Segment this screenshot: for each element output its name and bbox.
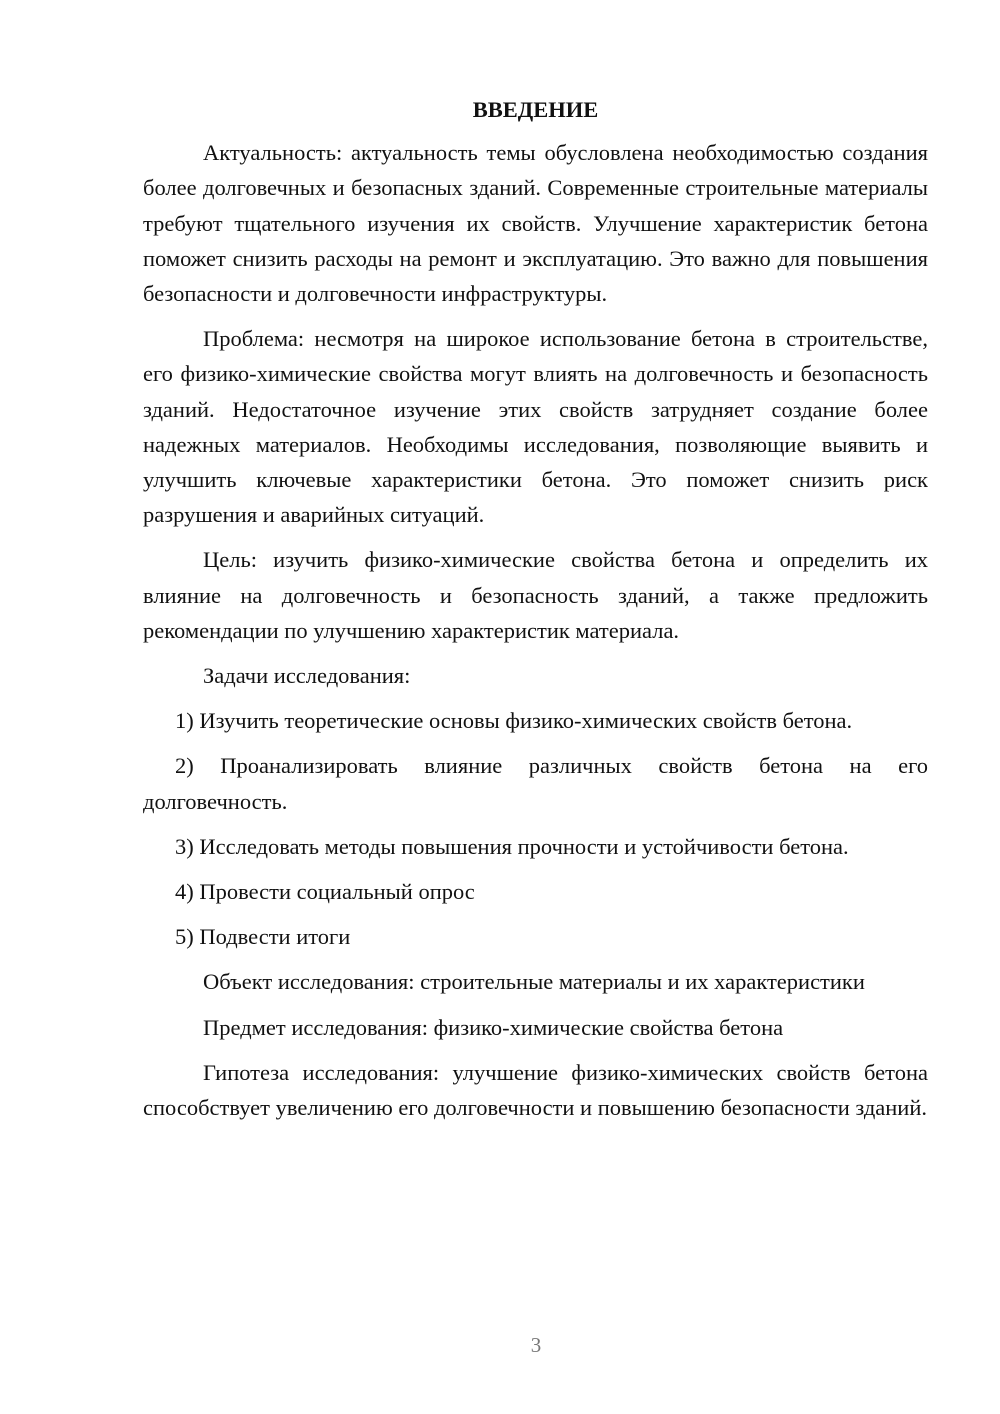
subject-paragraph: Предмет исследования: физико-химические свойства бетона — [203, 1014, 784, 1040]
goal-paragraph: Цель: изучить физико-химические свойства бетона и определить их влияние на долговечность и безопасность зданий, а также предложить рекомендации по улучшению характеристик материала. — [143, 547, 928, 643]
task-item: 5) Подвести итоги — [175, 924, 351, 950]
relevance-paragraph: Актуальность: актуальность темы обусловлена необходимостью создания более долговечных и безопасных зданий. Современные строительные материалы требуют тщательного изучения их свойств. Улучшение характеристик бетона поможет снизить расходы на ремонт и эксплуатацию. Это важно для повышения безопасности и долговечности инфраструктуры. — [143, 140, 928, 307]
task-item: 4) Провести социальный опрос — [175, 879, 475, 905]
hypothesis-paragraph: Гипотеза исследования: улучшение физико-химических свойств бетона способствует увеличению его долговечности и повышению безопасности зданий. — [143, 1059, 928, 1121]
document-heading: ВВЕДЕНИЕ — [472, 97, 599, 122]
task-item: 2) Проанализировать влияние различных свойств бетона на его долговечность. — [143, 753, 928, 814]
task-item: 1) Изучить теоретические основы физико-химических свойств бетона. — [175, 708, 853, 734]
object-paragraph: Объект исследования: строительные материалы и их характеристики — [203, 969, 865, 995]
task-item: 3) Исследовать методы повышения прочности и устойчивости бетона. — [175, 833, 849, 859]
problem-paragraph: Проблема: несмотря на широкое использование бетона в строительстве, его физико-химические свойства могут влиять на долговечность и безопасность зданий. Недостаточное изучение этих свойств затрудняет создание более надежных материалов. Необходимы исследования, позволяющие выявить и улучшить ключевые характеристики бетона. Это поможет снизить риск разрушения и аварийных ситуаций. — [143, 326, 928, 528]
page-number: 3 — [530, 1333, 542, 1357]
document-page — [143, 92, 928, 1135]
tasks-title: Задачи исследования: — [203, 663, 411, 689]
